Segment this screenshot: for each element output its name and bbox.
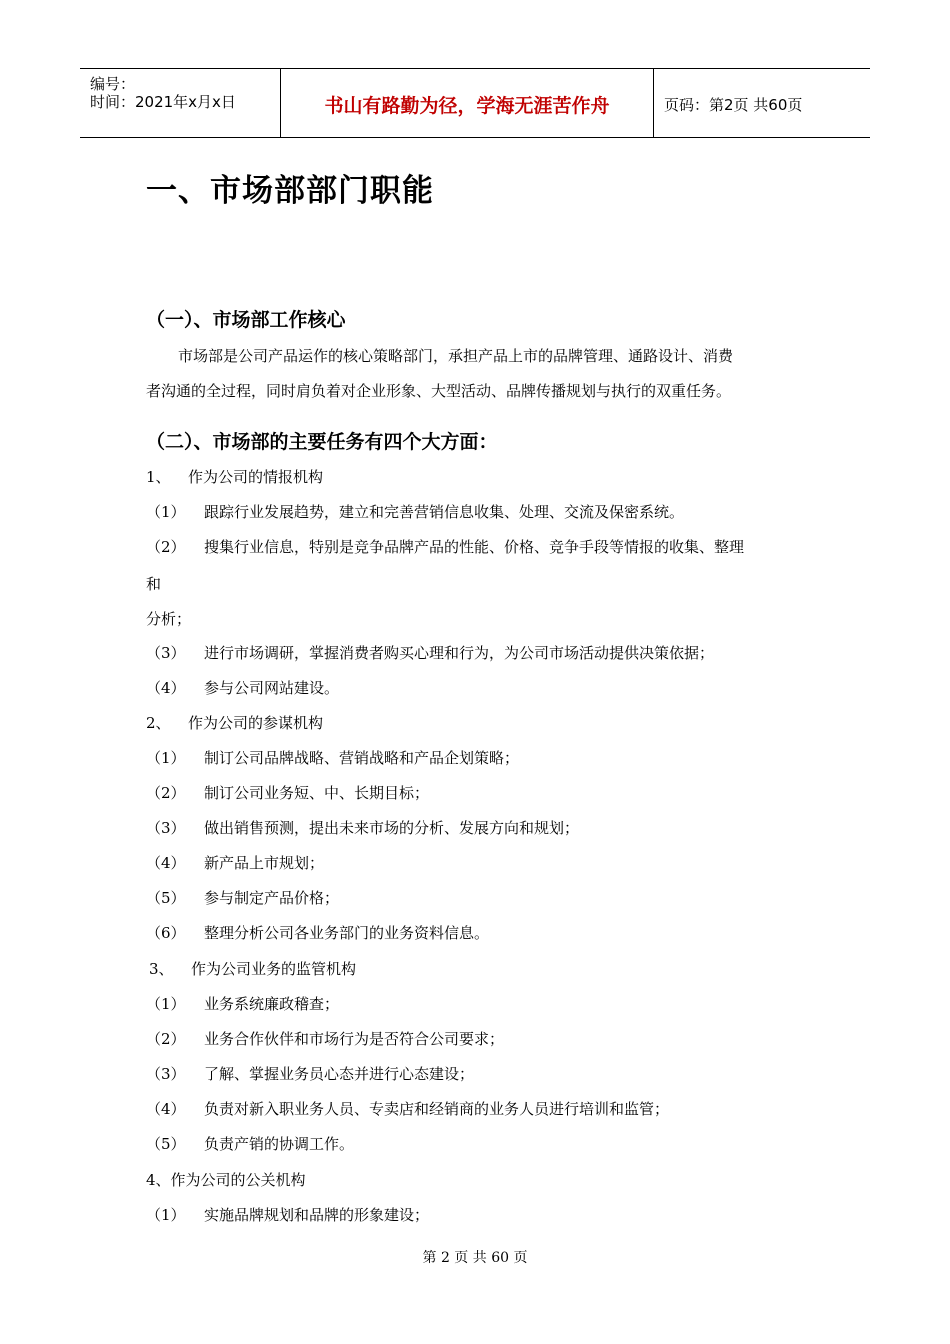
header-motto-cell bbox=[281, 69, 654, 137]
list-item-text: 整理分析公司各业务部门的业务资料信息。 bbox=[204, 924, 490, 942]
list-item-text: 搜集行业信息，特别是竞争品牌产品的性能、价格、竞争手段等情报的收集、整理 bbox=[204, 538, 745, 556]
page-title: 一、市场部部门职能 bbox=[146, 173, 434, 209]
page-footer-number: 第 2 页 共 60 页 bbox=[422, 1250, 528, 1266]
list-item-number: （2） bbox=[146, 538, 186, 556]
task-group-heading bbox=[146, 1169, 306, 1190]
list-item-text: 参与公司网站建设。 bbox=[204, 679, 340, 697]
task-group-title: 作为公司的公关机构 bbox=[170, 1171, 306, 1189]
section-heading-tasks: （二）、市场部的主要任务有四个大方面： bbox=[146, 431, 498, 453]
task-group-number: 2、 bbox=[146, 714, 171, 732]
list-item-number: （4） bbox=[146, 679, 186, 697]
task-group-number: 4、 bbox=[146, 1171, 171, 1189]
paragraph-line: 者沟通的全过程，同时肩负着对企业形象、大型活动、品牌传播规划与执行的双重任务。 bbox=[146, 382, 732, 400]
list-item-number: （1） bbox=[146, 995, 186, 1013]
list-item-wrap: 和 bbox=[146, 575, 162, 593]
list-item-number: （3） bbox=[146, 819, 186, 837]
list-item-text: 了解、掌握业务员心态并进行心态建设； bbox=[204, 1065, 475, 1083]
header-page-number: 页码：第2页 共60页 bbox=[664, 96, 803, 114]
list-item-text: 业务合作伙伴和市场行为是否符合公司要求； bbox=[204, 1030, 505, 1048]
document-number-label: 编号： bbox=[90, 75, 136, 93]
list-item-number: （4） bbox=[146, 1100, 186, 1118]
list-item-text: 制订公司业务短、中、长期目标； bbox=[204, 784, 430, 802]
list-item-number: （1） bbox=[146, 503, 186, 521]
list-item-number: （5） bbox=[146, 1135, 186, 1153]
list-item-number: （2） bbox=[146, 1030, 186, 1048]
task-group-title: 作为公司业务的监管机构 bbox=[191, 960, 357, 978]
header-motto: 书山有路勤为径，学海无涯苦作舟 bbox=[324, 95, 610, 117]
section-heading-core: （一）、市场部工作核心 bbox=[146, 309, 346, 331]
header-meta-cell bbox=[80, 69, 281, 137]
list-item-number: （2） bbox=[146, 784, 186, 802]
task-group-number: 1、 bbox=[146, 468, 171, 486]
list-item-number: （4） bbox=[146, 854, 186, 872]
list-item-text: 实施品牌规划和品牌的形象建设； bbox=[204, 1206, 430, 1224]
document-date-label: 时间：2021年x月x日 bbox=[90, 93, 236, 111]
list-item-text: 参与制定产品价格； bbox=[204, 889, 340, 907]
paragraph-line: 市场部是公司产品运作的核心策略部门，承担产品上市的品牌管理、通路设计、消费 bbox=[178, 347, 734, 365]
task-group-number: 3、 bbox=[149, 960, 174, 978]
list-item-text: 负责产销的协调工作。 bbox=[204, 1135, 355, 1153]
task-group-title: 作为公司的参谋机构 bbox=[188, 714, 324, 732]
page-header bbox=[80, 68, 870, 138]
list-item-text: 制订公司品牌战略、营销战略和产品企划策略； bbox=[204, 749, 520, 767]
list-item-text: 跟踪行业发展趋势，建立和完善营销信息收集、处理、交流及保密系统。 bbox=[204, 503, 685, 521]
list-item-text: 负责对新入职业务人员、专卖店和经销商的业务人员进行培训和监管； bbox=[204, 1100, 670, 1118]
list-item-text: 业务系统廉政稽查； bbox=[204, 995, 340, 1013]
task-group-title: 作为公司的情报机构 bbox=[188, 468, 324, 486]
list-item-wrap: 分析； bbox=[146, 610, 192, 628]
list-item-text: 做出销售预测，提出未来市场的分析、发展方向和规划； bbox=[204, 819, 580, 837]
list-item-text: 新产品上市规划； bbox=[204, 854, 325, 872]
list-item-number: （5） bbox=[146, 889, 186, 907]
header-page-cell bbox=[654, 69, 870, 137]
list-item-text: 进行市场调研，掌握消费者购买心理和行为，为公司市场活动提供决策依据； bbox=[204, 644, 715, 662]
list-item-number: （3） bbox=[146, 1065, 186, 1083]
list-item-number: （1） bbox=[146, 749, 186, 767]
list-item-number: （3） bbox=[146, 644, 186, 662]
list-item-number: （6） bbox=[146, 924, 186, 942]
list-item-number: （1） bbox=[146, 1206, 186, 1224]
